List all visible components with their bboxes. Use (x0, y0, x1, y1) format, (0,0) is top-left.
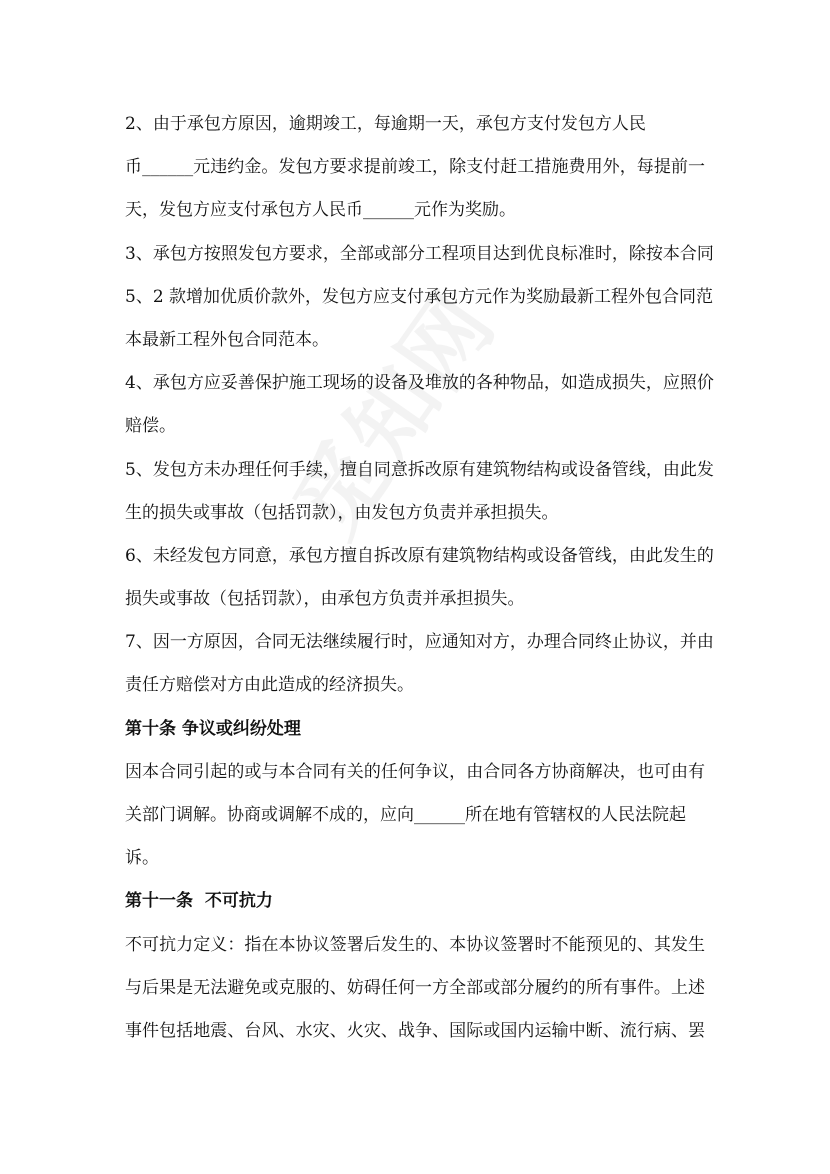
text-line: 事件包括地震、台风、水灾、火灾、战争、国际或国内运输中断、流行病、罢 (125, 1020, 705, 1041)
text-line: 不可抗力定义：指在本协议签署后发生的、本协议签署时不能预见的、其发生 (125, 934, 705, 955)
text-line: 天，发包方应支付承包方人民币______元作为奖励。 (125, 200, 516, 221)
text-line: 5、2 款增加优质价款外，发包方应支付承包方元作为奖励最新工程外包合同范 (125, 286, 714, 307)
text-line: 5、发包方未办理任何手续，擅自同意拆改原有建筑物结构或设备管线，由此发 (125, 459, 714, 480)
text-line: 7、因一方原因，合同无法继续履行时，应通知对方，办理合同终止协议，并由 (125, 632, 714, 653)
article-10 (125, 708, 705, 881)
clause-item-2 (125, 103, 705, 233)
text-line: 与后果是无法避免或克服的、妨碍任何一方全部或部分履约的所有事件。上述 (125, 977, 705, 998)
clause-item-3 (125, 233, 714, 363)
text-line: 生的损失或事故（包括罚款），由发包方负责并承担损失。 (125, 502, 559, 523)
document-body (125, 103, 714, 1053)
text-line: 本最新工程外包合同范本。 (125, 329, 329, 350)
text-line: 关部门调解。协商或调解不成的，应向______所在地有管辖权的人民法院起 (125, 805, 686, 825)
text-line: 赔偿。 (125, 416, 176, 437)
article-heading: 第十一条 不可抗力 (125, 891, 273, 912)
article-heading: 第十条 争议或纠纷处理 (125, 718, 301, 739)
text-line: 因本合同引起的或与本合同有关的任何争议，由合同各方协商解决，也可由有 (125, 761, 705, 782)
clause-item-5 (125, 449, 714, 535)
text-line: 诉。 (125, 848, 159, 869)
clause-item-6 (125, 535, 714, 621)
article-11 (125, 880, 705, 1053)
clause-item-7 (125, 621, 714, 707)
text-line: 损失或事故（包括罚款），由承包方负责并承担损失。 (125, 589, 525, 610)
clause-item-4 (125, 362, 714, 448)
text-line: 币______元违约金。发包方要求提前竣工，除支付赶工措施费用外，每提前一 (125, 157, 705, 178)
text-line: 4、承包方应妥善保护施工现场的设备及堆放的各种物品，如造成损失，应照价 (125, 373, 714, 394)
text-line: 2、由于承包方原因，逾期竣工，每逾期一天，承包方支付发包方人民 (125, 114, 646, 134)
text-line: 责任方赔偿对方由此造成的经济损失。 (125, 675, 414, 696)
text-line: 6、未经发包方同意，承包方擅自拆改原有建筑物结构或设备管线，由此发生的 (125, 545, 714, 566)
text-line: 3、承包方按照发包方要求，全部或部分工程项目达到优良标准时，除按本合同 (125, 243, 714, 264)
